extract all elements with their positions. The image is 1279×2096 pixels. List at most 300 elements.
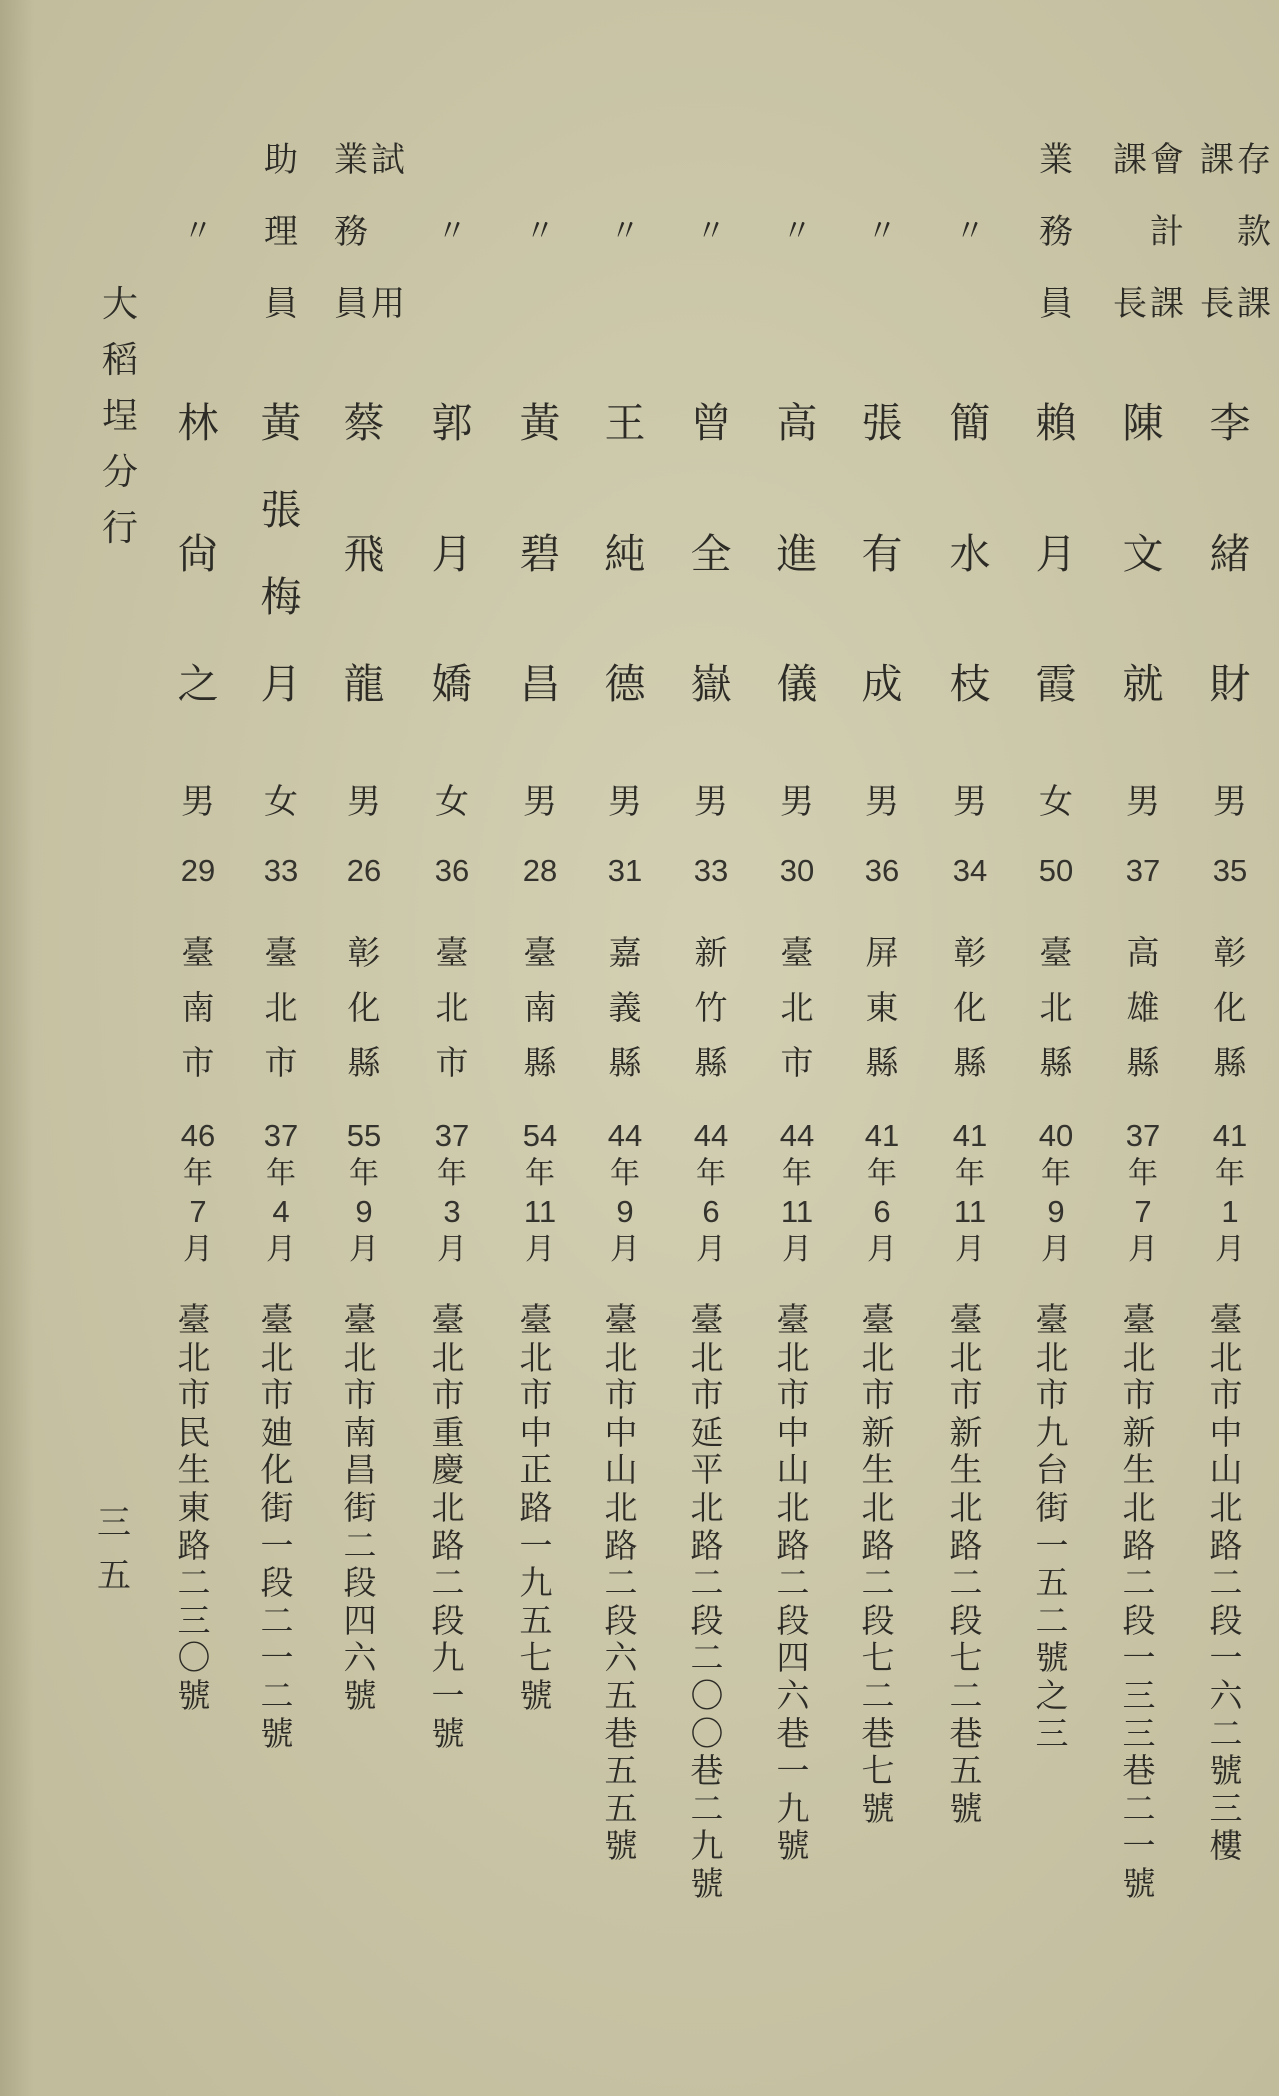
staff-column [500, 0, 580, 2096]
glyph: 〃 [696, 214, 726, 249]
staff-sex: 男 [181, 782, 215, 822]
glyph: 月 [1128, 1232, 1158, 1267]
glyph: 40 [1038, 1118, 1074, 1153]
staff-name [930, 401, 1010, 706]
glyph: 〇 [690, 1713, 724, 1753]
staff-title-line [1236, 124, 1272, 340]
staff-hire-date [412, 1117, 492, 1269]
glyph: 雄 [1126, 988, 1160, 1027]
glyph: 北 [949, 1337, 983, 1377]
staff-native-place [1190, 925, 1270, 1090]
ditto-mark [180, 124, 216, 340]
glyph: 南 [343, 1412, 377, 1452]
glyph: 北 [431, 1337, 465, 1377]
glyph: 1 [1221, 1194, 1239, 1229]
staff-title [500, 124, 580, 340]
glyph: 計 [1150, 212, 1184, 252]
glyph: 六 [776, 1675, 810, 1715]
staff-age: 34 [952, 853, 988, 888]
glyph: 枝 [949, 660, 991, 708]
glyph: 新 [694, 933, 728, 972]
glyph: 化 [260, 1450, 294, 1490]
glyph: 臺 [1035, 1300, 1069, 1339]
glyph: 〃 [610, 214, 640, 249]
glyph: 月 [782, 1232, 812, 1267]
glyph: 月 [696, 1232, 726, 1267]
glyph: 號 [260, 1713, 294, 1753]
glyph: 黃 [519, 399, 561, 447]
staff-native-place [671, 925, 751, 1090]
glyph: 臺 [435, 933, 469, 972]
glyph: 一 [519, 1525, 553, 1565]
glyph: 三 [1035, 1713, 1069, 1753]
glyph: 市 [604, 1375, 638, 1415]
glyph: 〇 [690, 1675, 724, 1715]
glyph: 高 [776, 399, 818, 447]
staff-column [1103, 0, 1183, 2096]
staff-hire-date [585, 1117, 665, 1269]
glyph: 北 [1122, 1487, 1156, 1527]
glyph: 正 [519, 1450, 553, 1490]
glyph: 五 [604, 1788, 638, 1828]
glyph: 段 [1209, 1600, 1243, 1640]
glyph: 一 [1035, 1525, 1069, 1565]
glyph: 路 [861, 1525, 895, 1565]
glyph: 11 [953, 1194, 987, 1229]
glyph: 稻 [101, 340, 138, 381]
glyph: 街 [260, 1487, 294, 1527]
glyph: 生 [949, 1450, 983, 1490]
glyph: 號 [949, 1788, 983, 1828]
glyph: 年 [437, 1156, 467, 1191]
glyph: 平 [690, 1450, 724, 1490]
glyph: 〃 [437, 214, 467, 249]
glyph: 41 [864, 1118, 900, 1153]
ditto-mark [779, 124, 815, 340]
glyph: 之 [1035, 1675, 1069, 1715]
ditto-mark [864, 124, 900, 340]
glyph: 巷 [1122, 1751, 1156, 1791]
glyph: 37 [434, 1118, 470, 1153]
glyph: 員 [1039, 284, 1073, 324]
glyph: 市 [949, 1375, 983, 1415]
glyph: 9 [616, 1194, 634, 1229]
staff-address [408, 1301, 488, 1752]
glyph: 九 [776, 1788, 810, 1828]
glyph: 6 [702, 1194, 720, 1229]
glyph: 市 [260, 1375, 294, 1415]
staff-column [158, 0, 238, 2096]
staff-native-place [585, 925, 665, 1090]
staff-hire-date [671, 1117, 751, 1269]
staff-age: 50 [1038, 853, 1074, 888]
glyph: 一 [431, 1675, 465, 1715]
glyph: 9 [1047, 1194, 1065, 1229]
glyph: 臺 [949, 1300, 983, 1339]
staff-hire-date [757, 1117, 837, 1269]
glyph: 臺 [861, 1300, 895, 1339]
staff-title [1016, 124, 1096, 340]
glyph: 臺 [690, 1300, 724, 1339]
staff-name [757, 401, 837, 706]
staff-sex: 女 [1039, 782, 1073, 822]
glyph: 高 [1126, 933, 1160, 972]
glyph: 一 [260, 1638, 294, 1678]
glyph: 縣 [608, 1043, 642, 1082]
glyph: 44 [693, 1118, 729, 1153]
glyph: 縣 [953, 1043, 987, 1082]
glyph: 嘉 [608, 933, 642, 972]
staff-column [241, 0, 321, 2096]
glyph: 市 [435, 1043, 469, 1082]
glyph: 臺 [181, 933, 215, 972]
glyph: 月 [610, 1232, 640, 1267]
glyph: 4 [272, 1194, 290, 1229]
glyph: 北 [861, 1337, 895, 1377]
glyph: 蔡 [343, 399, 385, 447]
glyph: 二 [1122, 1788, 1156, 1828]
glyph: 飛 [343, 529, 385, 578]
glyph: 二 [861, 1563, 895, 1603]
glyph: 臺 [519, 1300, 553, 1339]
glyph: 三 [177, 1600, 211, 1640]
glyph: 存 [1237, 140, 1271, 180]
staff-title [324, 124, 404, 340]
glyph: 二 [949, 1563, 983, 1603]
glyph: 四 [776, 1638, 810, 1678]
glyph: 九 [431, 1638, 465, 1678]
glyph: 助 [264, 140, 298, 180]
glyph: 街 [1035, 1487, 1069, 1527]
staff-native-place [1016, 925, 1096, 1090]
glyph: 北 [1039, 988, 1073, 1027]
staff-age: 33 [263, 853, 299, 888]
glyph: 一 [1122, 1826, 1156, 1866]
glyph: 市 [1122, 1375, 1156, 1415]
glyph: 臺 [523, 933, 557, 972]
staff-age: 30 [779, 853, 815, 888]
glyph: 段 [604, 1600, 638, 1640]
glyph: 課 [1113, 140, 1147, 180]
staff-title-line [333, 124, 369, 340]
staff-native-place [241, 925, 321, 1090]
glyph: 中 [776, 1412, 810, 1452]
staff-title-line [263, 124, 299, 340]
glyph: 北 [177, 1337, 211, 1377]
glyph: 〃 [782, 214, 812, 249]
glyph: 6 [873, 1194, 891, 1229]
glyph: 業 [334, 140, 368, 180]
glyph: 彰 [1213, 933, 1247, 972]
glyph: 月 [1041, 1232, 1071, 1267]
glyph: 台 [1035, 1450, 1069, 1490]
glyph: 行 [101, 508, 138, 549]
glyph: 北 [604, 1487, 638, 1527]
staff-sex: 男 [608, 782, 642, 822]
glyph: 山 [1209, 1450, 1243, 1490]
glyph: 巷 [949, 1713, 983, 1753]
glyph: 水 [949, 529, 991, 578]
glyph: 二 [690, 1788, 724, 1828]
staff-native-place [324, 925, 404, 1090]
glyph: 龍 [343, 660, 385, 708]
glyph: 延 [690, 1412, 724, 1452]
glyph: 北 [776, 1487, 810, 1527]
glyph: 市 [1209, 1375, 1243, 1415]
glyph: 長 [1113, 284, 1147, 324]
page-number [94, 1497, 134, 1603]
staff-name [842, 401, 922, 706]
glyph: 中 [519, 1412, 553, 1452]
glyph: 業 [1039, 140, 1073, 180]
glyph: 街 [343, 1487, 377, 1527]
staff-hire-date [324, 1117, 404, 1269]
glyph: 年 [867, 1156, 897, 1191]
glyph: 化 [347, 988, 381, 1027]
glyph: 一 [1209, 1638, 1243, 1678]
glyph: 臺 [1209, 1300, 1243, 1339]
glyph: 二 [177, 1563, 211, 1603]
staff-address [237, 1301, 317, 1752]
glyph: 號 [690, 1863, 724, 1903]
glyph: 彰 [953, 933, 987, 972]
glyph: 〃 [183, 214, 213, 249]
glyph: 44 [779, 1118, 815, 1153]
glyph: 號 [519, 1675, 553, 1715]
ditto-mark [607, 124, 643, 340]
glyph: 李 [1209, 399, 1251, 447]
glyph: 段 [260, 1563, 294, 1603]
glyph: 年 [349, 1156, 379, 1191]
staff-age: 26 [346, 853, 382, 888]
glyph: 二 [861, 1675, 895, 1715]
staff-title-line [1038, 124, 1074, 340]
glyph: 縣 [523, 1043, 557, 1082]
staff-title [671, 124, 751, 340]
glyph: 46 [180, 1118, 216, 1153]
glyph: 會 [1150, 140, 1184, 180]
glyph: 北 [260, 1337, 294, 1377]
glyph: 54 [522, 1118, 558, 1153]
glyph: 七 [861, 1751, 895, 1791]
staff-hire-date [158, 1117, 238, 1269]
staff-name [500, 401, 580, 706]
staff-sex: 男 [347, 782, 381, 822]
glyph: 縣 [694, 1043, 728, 1082]
glyph: 北 [343, 1337, 377, 1377]
glyph: 課 [1150, 284, 1184, 324]
glyph: 市 [780, 1043, 814, 1082]
staff-address [753, 1301, 833, 1865]
glyph: 北 [780, 988, 814, 1027]
staff-sex: 男 [780, 782, 814, 822]
glyph: 六 [604, 1638, 638, 1678]
glyph: 嶽 [690, 660, 732, 708]
staff-age: 36 [864, 853, 900, 888]
staff-native-place [842, 925, 922, 1090]
glyph: 月 [183, 1232, 213, 1267]
glyph: 巷 [861, 1713, 895, 1753]
glyph: 號 [1035, 1638, 1069, 1678]
glyph: 年 [610, 1156, 640, 1191]
glyph: 林 [177, 399, 219, 447]
glyph: 一 [260, 1525, 294, 1565]
glyph: 55 [346, 1118, 382, 1153]
glyph: 張 [861, 399, 903, 447]
staff-age: 28 [522, 853, 558, 888]
glyph: 號 [861, 1788, 895, 1828]
staff-address [1099, 1301, 1179, 1903]
staff-sex: 男 [953, 782, 987, 822]
glyph: 臺 [776, 1300, 810, 1339]
glyph: 縣 [1213, 1043, 1247, 1082]
glyph: 市 [264, 1043, 298, 1082]
glyph: 市 [519, 1375, 553, 1415]
glyph: 二 [1122, 1563, 1156, 1603]
glyph: 北 [264, 988, 298, 1027]
glyph: 年 [1128, 1156, 1158, 1191]
staff-column [324, 0, 404, 2096]
staff-address [1012, 1301, 1092, 1752]
glyph: 路 [1122, 1525, 1156, 1565]
glyph: 成 [861, 660, 903, 708]
staff-name [158, 401, 238, 706]
glyph: 二 [690, 1563, 724, 1603]
glyph: 年 [1041, 1156, 1071, 1191]
glyph: 款 [1237, 212, 1271, 252]
glyph: 月 [955, 1232, 985, 1267]
glyph: 段 [949, 1600, 983, 1640]
glyph: 五 [519, 1600, 553, 1640]
ditto-mark [952, 124, 988, 340]
glyph: 碧 [519, 529, 561, 578]
glyph: 臺 [177, 1300, 211, 1339]
glyph: 進 [776, 529, 818, 578]
staff-name [241, 401, 321, 706]
staff-column [757, 0, 837, 2096]
staff-address [667, 1301, 747, 1903]
glyph: 埕 [101, 396, 138, 437]
staff-column [1190, 0, 1270, 2096]
glyph: 彰 [347, 933, 381, 972]
glyph: 全 [690, 529, 732, 578]
glyph: 五 [604, 1751, 638, 1791]
glyph: 段 [431, 1600, 465, 1640]
glyph: 年 [525, 1156, 555, 1191]
staff-address [154, 1301, 234, 1715]
staff-column [930, 0, 1010, 2096]
glyph: 五 [604, 1675, 638, 1715]
glyph: 梅 [260, 573, 302, 621]
glyph: 五 [1035, 1563, 1069, 1603]
glyph: 務 [1039, 212, 1073, 252]
glyph: 五 [949, 1751, 983, 1791]
staff-hire-date [241, 1117, 321, 1269]
glyph: 號 [1209, 1751, 1243, 1791]
staff-column [842, 0, 922, 2096]
glyph: 路 [949, 1525, 983, 1565]
ditto-mark [522, 124, 558, 340]
glyph: 44 [607, 1118, 643, 1153]
glyph: 九 [519, 1563, 553, 1603]
staff-title-line [370, 124, 406, 340]
glyph: 段 [690, 1600, 724, 1640]
glyph: 段 [343, 1563, 377, 1603]
staff-age: 31 [607, 853, 643, 888]
glyph: 員 [334, 284, 368, 324]
glyph: 三 [1122, 1713, 1156, 1753]
glyph: 年 [266, 1156, 296, 1191]
staff-title [585, 124, 665, 340]
glyph: 化 [953, 988, 987, 1027]
glyph: 段 [1122, 1600, 1156, 1640]
glyph: 嬌 [431, 660, 473, 708]
glyph: 路 [431, 1525, 465, 1565]
glyph: 市 [181, 1043, 215, 1082]
staff-age: 29 [180, 853, 216, 888]
staff-native-place [757, 925, 837, 1090]
glyph: 7 [189, 1194, 207, 1229]
glyph: 慶 [431, 1450, 465, 1490]
glyph: 新 [861, 1412, 895, 1452]
staff-sex: 男 [1126, 782, 1160, 822]
glyph: 王 [604, 399, 646, 447]
staff-name [1016, 401, 1096, 706]
glyph: 縣 [347, 1043, 381, 1082]
glyph: 號 [177, 1675, 211, 1715]
glyph: 務 [334, 212, 368, 252]
ditto-mark [693, 124, 729, 340]
glyph: 北 [1209, 1487, 1243, 1527]
glyph: 四 [343, 1600, 377, 1640]
glyph: 路 [177, 1525, 211, 1565]
glyph: 用 [371, 284, 405, 324]
glyph: 山 [776, 1450, 810, 1490]
staff-title [241, 124, 321, 340]
staff-age: 37 [1125, 853, 1161, 888]
glyph: 三 [97, 1503, 131, 1543]
staff-sex: 男 [694, 782, 728, 822]
glyph: 北 [519, 1337, 553, 1377]
glyph: 市 [431, 1375, 465, 1415]
glyph: 號 [343, 1675, 377, 1715]
glyph: 路 [776, 1525, 810, 1565]
glyph: 北 [861, 1487, 895, 1527]
glyph: 廸 [260, 1412, 294, 1452]
staff-address [320, 1301, 400, 1715]
glyph: 有 [861, 529, 903, 578]
staff-title [412, 124, 492, 340]
staff-hire-date [500, 1117, 580, 1269]
glyph: 月 [867, 1232, 897, 1267]
staff-age: 36 [434, 853, 470, 888]
staff-sex: 女 [435, 782, 469, 822]
staff-native-place [930, 925, 1010, 1090]
glyph: 德 [604, 660, 646, 708]
glyph: 新 [1122, 1412, 1156, 1452]
glyph: 曾 [690, 399, 732, 447]
glyph: 縣 [1126, 1043, 1160, 1082]
glyph: 二 [343, 1525, 377, 1565]
glyph: 五 [97, 1556, 131, 1596]
glyph: 7 [1134, 1194, 1152, 1229]
glyph: 臺 [604, 1300, 638, 1339]
glyph: 七 [949, 1638, 983, 1678]
staff-title-line [1112, 124, 1148, 340]
glyph: 二 [431, 1563, 465, 1603]
staff-name [324, 401, 404, 706]
glyph: 41 [952, 1118, 988, 1153]
